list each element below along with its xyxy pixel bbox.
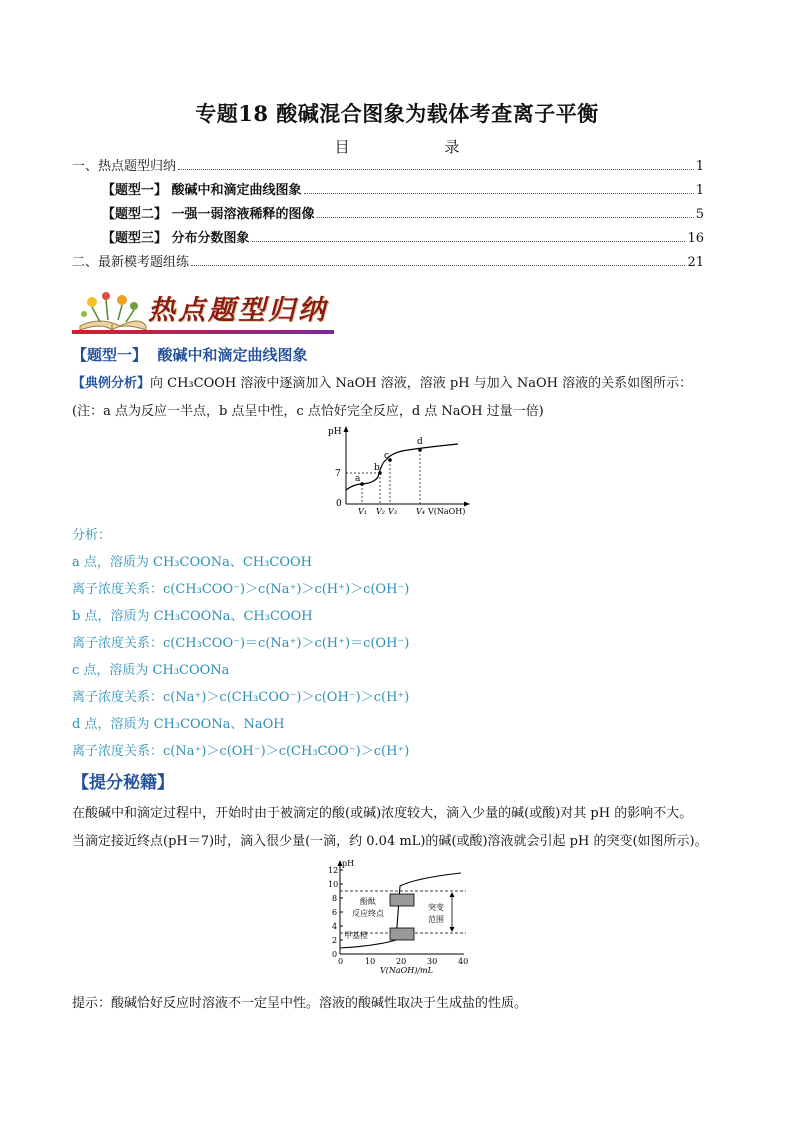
x-tick: 20: [396, 957, 407, 966]
origin-label: 0: [336, 499, 342, 509]
point-d: [418, 448, 422, 452]
toc-item-label: 一、热点题型归纳: [72, 159, 177, 174]
toc-leader: [252, 241, 686, 242]
section-title-text: 酸碱中和滴定曲线图象: [157, 346, 308, 364]
toc-item-mock-exams[interactable]: [72, 250, 704, 270]
example-line-2: (注：a 点为反应一半点，b 点呈中性，c 点恰好完全反应，d 点 NaOH 过量一倍): [72, 404, 544, 419]
y-tick: 4: [332, 922, 338, 931]
analysis-line: a 点，溶质为 CH₃COONa、CH₃COOH: [72, 555, 312, 570]
x-axis-label: V(NaOH): [428, 507, 466, 516]
analysis-heading: 分析：: [72, 528, 112, 543]
banner-title: 热点题型归纳: [148, 295, 328, 326]
y-tick: 12: [328, 866, 339, 875]
tips-hint: 提示：酸碱恰好反应时溶液不一定呈中性。溶液的酸碱性取决于生成盐的性质。: [72, 996, 528, 1011]
analysis-line: 离子浓度关系：c(Na⁺)＞c(CH₃COO⁻)＞c(OH⁻)＞c(H⁺): [72, 690, 410, 705]
x-tick: 10: [365, 957, 376, 966]
x-tick-v4: V₄: [416, 507, 425, 516]
y-axis-label: pH: [328, 427, 342, 437]
toc-item-type-3[interactable]: [102, 226, 704, 246]
x-tick-v2: V₂: [376, 507, 385, 516]
toc-leader: [191, 265, 685, 266]
label-methyl-orange: 甲基橙: [344, 931, 368, 940]
label-phenolphthalein: 酚酞: [360, 897, 376, 906]
toc-item-page: 1: [695, 183, 704, 198]
toc-item-hot-topics[interactable]: [72, 154, 704, 174]
toc-item-label: 二、最新模考题组练: [72, 255, 190, 270]
point-d-label: d: [417, 437, 423, 447]
analysis-line: d 点，溶质为 CH₃COONa、NaOH: [72, 717, 285, 732]
example-text-1: 向 CH₃COOH 溶液中逐滴加入 NaOH 溶液，溶液 pH 与加入 NaOH 溶液的关系如图所示：: [150, 376, 693, 391]
example-tag: 【典例分析】: [72, 376, 151, 391]
analysis-line: 离子浓度关系：c(Na⁺)＞c(OH⁻)＞c(CH₃COO⁻)＞c(H⁺): [72, 744, 410, 759]
toc-heading-left: 目: [334, 138, 350, 156]
x-tick: 0: [338, 957, 344, 966]
y-tick: 0: [332, 950, 338, 959]
section-bracket: 【题型一】: [72, 346, 148, 364]
phenolphthalein-range-box: [390, 894, 414, 906]
toc-item-page: 1: [695, 159, 704, 174]
tips-line-1: 在酸碱中和滴定过程中，开始时由于被滴定的酸(或碱)浓度较大，滴入少量的碱(或酸)对其 pH 的影响不大。: [72, 806, 693, 821]
label-jump: 突变: [428, 903, 444, 912]
x-tick-v3: V₃: [388, 507, 397, 516]
toc-item-type-2[interactable]: [102, 202, 704, 222]
x-tick-v1: V₁: [358, 507, 367, 516]
point-a: [360, 482, 364, 486]
point-a-label: a: [355, 474, 361, 484]
example-line-1: [72, 374, 692, 394]
y-tick: 8: [332, 894, 338, 903]
titration-curve-figure: [318, 422, 478, 518]
x-axis-label: V(NaOH)/mL: [380, 966, 433, 974]
toc-item-type-1[interactable]: [102, 178, 704, 198]
label-range: 范围: [428, 915, 444, 924]
toc-leader: [317, 217, 694, 218]
toc-leader: [304, 193, 694, 194]
y-axis-label: pH: [342, 859, 355, 868]
toc-item-label: 【题型一】 酸碱中和滴定曲线图象: [102, 183, 302, 198]
point-c-label: c: [384, 451, 390, 461]
section-title: [72, 344, 307, 365]
tips-title: 【提分秘籍】: [72, 773, 174, 793]
toc-item-page: 5: [695, 207, 704, 222]
toc-item-page: 21: [687, 255, 704, 270]
toc-item-label: 【题型三】 分布分数图象: [102, 231, 250, 246]
tips-line-2: 当滴定接近终点(pH＝7)时，滴入很少量(一滴，约 0.04 mL)的碱(或酸)溶液就会引起 pH 的突变(如图所示)。: [72, 834, 708, 849]
point-b-label: b: [374, 463, 380, 473]
analysis-line: 离子浓度关系：c(CH₃COO⁻)＞c(Na⁺)＞c(H⁺)＞c(OH⁻): [72, 582, 410, 597]
banner-underline: [72, 330, 334, 334]
x-tick: 40: [458, 957, 469, 966]
methyl-orange-range-box: [390, 928, 414, 940]
y-tick: 2: [332, 936, 338, 945]
analysis-line: 离子浓度关系：c(CH₃COO⁻)＝c(Na⁺)＞c(H⁺)＝c(OH⁻): [72, 636, 410, 651]
y-tick: 6: [332, 908, 338, 917]
y-tick-7: 7: [335, 469, 341, 479]
ph-jump-figure: [316, 856, 478, 974]
analysis-line: c 点，溶质为 CH₃COONa: [72, 663, 230, 678]
toc-leader: [178, 169, 694, 170]
toc-item-page: 16: [687, 231, 704, 246]
label-endpoint: 反应终点: [352, 909, 384, 918]
y-tick: 10: [328, 880, 339, 889]
analysis-line: b 点，溶质为 CH₃COONa、CH₃COOH: [72, 609, 313, 624]
toc-item-label: 【题型二】 一强一弱溶液稀释的图像: [102, 207, 315, 222]
toc-heading-right: 录: [444, 138, 460, 156]
x-tick: 30: [427, 957, 438, 966]
page-title: 专题18 酸碱混合图象为载体考查离子平衡: [195, 101, 599, 126]
